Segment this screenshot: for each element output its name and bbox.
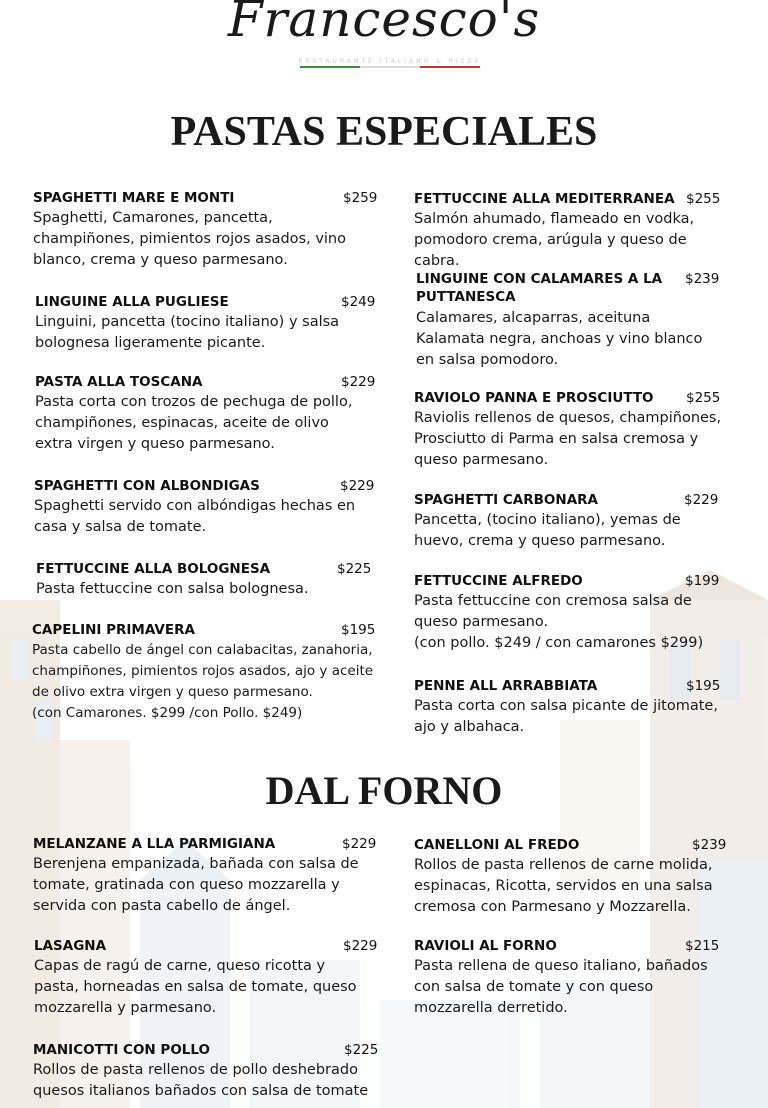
item-name: LINGUINE ALLA PUGLIESE bbox=[35, 294, 229, 310]
item-name: MANICOTTI CON POLLO bbox=[33, 1042, 210, 1058]
flag-red-stripe bbox=[420, 66, 480, 68]
item-description: Linguini, pancetta (tocino italiano) y salsa bolognesa ligeramente picante. bbox=[35, 314, 340, 351]
flag-green-stripe bbox=[300, 66, 360, 68]
item-description: Pasta corta con salsa picante de jitomate, ajo y albahaca. bbox=[414, 698, 718, 735]
item-name: LASAGNA bbox=[34, 938, 107, 954]
item-price: $239 bbox=[685, 271, 720, 287]
item-description: Pasta fettuccine con salsa bolognesa. bbox=[36, 581, 309, 597]
item-description: Pasta fettuccine con cremosa salsa de queso parmesano. (con pollo. $249 / con camarones $299) bbox=[414, 593, 704, 651]
item-price: $239 bbox=[692, 837, 727, 853]
brand-name: Francesco's bbox=[227, 0, 541, 48]
item-price: $255 bbox=[686, 390, 721, 406]
item-description: Raviolis rellenos de quesos, champiñones, Prosciutto di Parma en salsa cremosa y queso parmesano. bbox=[414, 410, 722, 468]
item-price: $255 bbox=[686, 191, 721, 207]
item-description: Pasta rellena de queso italiano, bañados con salsa de tomate y con queso mozzarella derretido. bbox=[414, 958, 708, 1016]
item-price: $229 bbox=[340, 478, 375, 494]
item-description: Rollos de pasta rellenos de carne molida, espinacas, Ricotta, servidos en una salsa cremosa con Parmesano y Mozzarella. bbox=[414, 857, 713, 915]
item-name: MELANZANE A LLA PARMIGIANA bbox=[33, 836, 276, 852]
item-description: Salmón ahumado, flameado en vodka, pomodoro crema, arúgula y queso de cabra. bbox=[414, 211, 695, 269]
item-description: Pancetta, (tocino italiano), yemas de huevo, crema y queso parmesano. bbox=[414, 512, 681, 549]
item-price: $215 bbox=[685, 938, 720, 954]
item-price: $229 bbox=[343, 938, 378, 954]
section-title-pastas: PASTAS ESPECIALES bbox=[170, 109, 598, 155]
item-name: CANELLONI AL FREDO bbox=[414, 837, 580, 853]
item-price: $195 bbox=[686, 678, 721, 694]
item-price: $199 bbox=[685, 573, 720, 589]
item-name: FETTUCCINE ALFREDO bbox=[414, 573, 583, 589]
item-name: SPAGHETTI CARBONARA bbox=[414, 492, 598, 508]
item-name: PASTA ALLA TOSCANA bbox=[35, 374, 203, 390]
item-description: Calamares, alcaparras, aceituna Kalamata negra, anchoas y vino blanco en salsa pomodoro. bbox=[416, 310, 703, 368]
item-name: RAVIOLI AL FORNO bbox=[414, 938, 557, 954]
section-title-forno: DAL FORNO bbox=[265, 768, 503, 813]
item-name: FETTUCCINE ALLA MEDITERRANEA bbox=[414, 191, 675, 207]
item-description: Rollos de pasta rellenos de pollo deshebrado quesos italianos bañados con salsa de tomate bbox=[33, 1062, 369, 1099]
item-description: Spaghetti servido con albóndigas hechas en casa y salsa de tomate. bbox=[34, 498, 356, 535]
item-name: CAPELINI PRIMAVERA bbox=[32, 622, 195, 638]
brand-tagline: RESTAURANTE ITALIANO & PIZZA bbox=[298, 58, 482, 65]
item-name: FETTUCCINE ALLA BOLOGNESA bbox=[36, 561, 271, 577]
item-name: SPAGHETTI MARE E MONTI bbox=[33, 190, 235, 206]
item-price: $259 bbox=[343, 190, 378, 206]
item-name: SPAGHETTI CON ALBONDIGAS bbox=[34, 478, 260, 494]
item-price: $229 bbox=[342, 836, 377, 852]
item-name: LINGUINE CON CALAMARES A LA PUTTANESCA bbox=[416, 271, 663, 305]
item-description: Pasta cabello de ángel con calabacitas, zanahoria, champiñones, pimientos rojos asados, ajo y aceite de olivo extra virgen y queso parmesano. (con Camarones. $299 /con Pollo. $249) bbox=[32, 642, 374, 721]
item-price: $195 bbox=[341, 622, 376, 638]
item-description: Spaghetti, Camarones, pancetta, champiñones, pimientos rojos asados, vino blanco, crema y queso parmesano. bbox=[33, 210, 346, 268]
flag-white-stripe bbox=[360, 66, 420, 68]
item-price: $249 bbox=[341, 294, 376, 310]
item-price: $229 bbox=[341, 374, 376, 390]
item-name: PENNE ALL ARRABBIATA bbox=[414, 678, 598, 694]
brand-logo bbox=[0, 0, 768, 80]
item-price: $229 bbox=[684, 492, 719, 508]
item-price: $225 bbox=[344, 1042, 379, 1058]
item-description: Berenjena empanizada, bañada con salsa de tomate, gratinada con queso mozzarella y servida con pasta cabello de ángel. bbox=[33, 856, 359, 914]
item-description: Capas de ragú de carne, queso ricotta y pasta, horneadas en salsa de tomate, queso mozzarella y parmesano. bbox=[34, 958, 357, 1016]
item-price: $225 bbox=[337, 561, 372, 577]
item-name: RAVIOLO PANNA E PROSCIUTTO bbox=[414, 390, 654, 406]
item-description: Pasta corta con trozos de pechuga de pollo, champiñones, espinacas, aceite de olivo extra virgen y queso parmesano. bbox=[35, 394, 353, 452]
